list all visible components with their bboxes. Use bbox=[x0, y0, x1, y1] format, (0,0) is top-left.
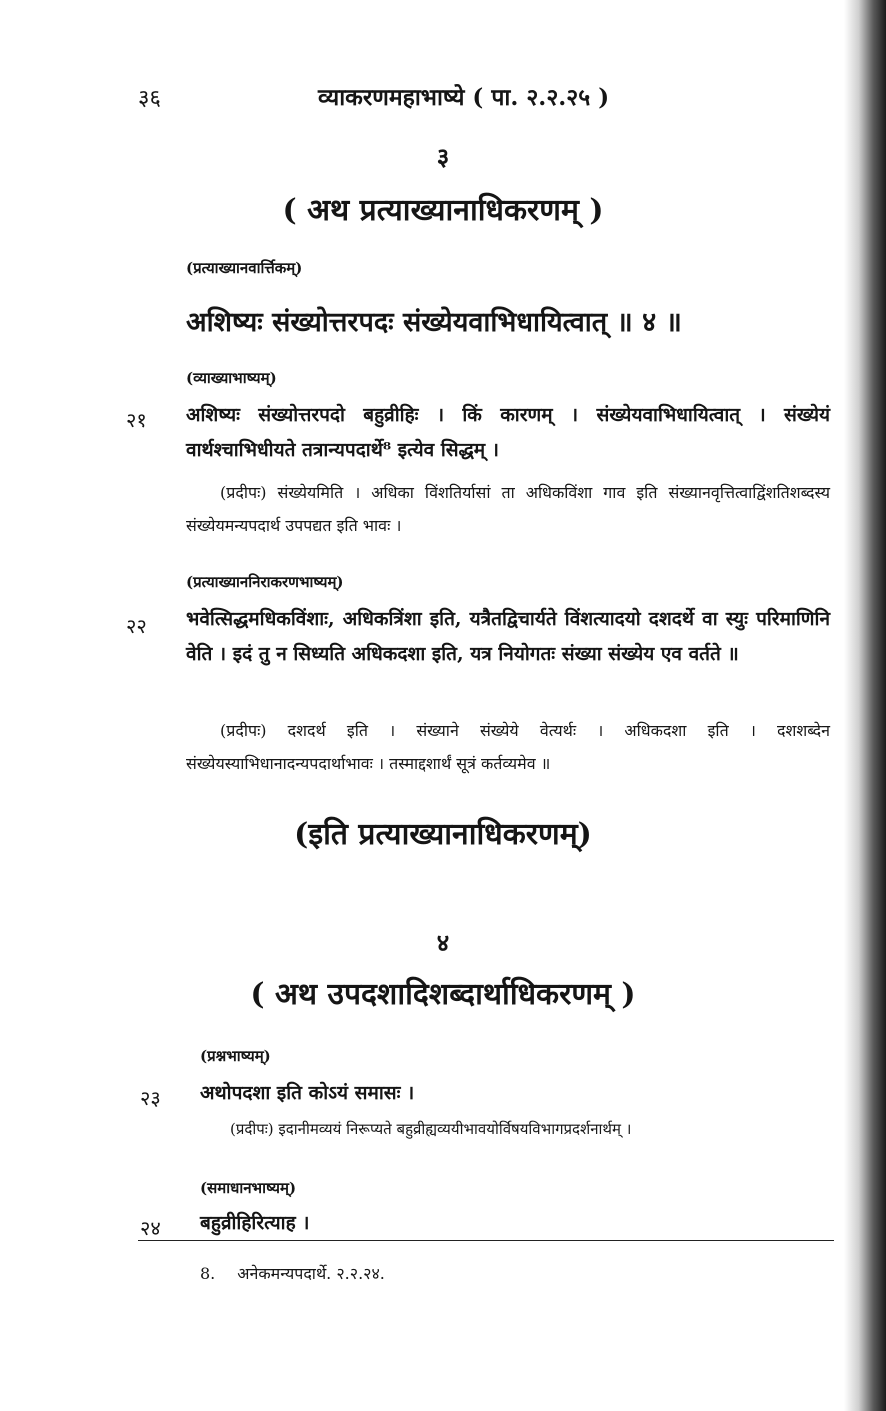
label-samadhana: (समाधानभाष्यम्) bbox=[200, 1179, 297, 1197]
paragraph-number: २३ bbox=[140, 1086, 161, 1110]
pradipa-22: (प्रदीपः) दशदर्थ इति । संख्याने संख्येये वेत्यर्थः । अधिकदशा इति । दशशब्देन संख्येयस्याभिधानादन्यपदार्थाभावः । तस्माद्दशार्थं सूत्रं कर्तव्यमेव ॥ bbox=[186, 721, 830, 773]
label-vyakhya: (व्याख्याभाष्यम्) bbox=[186, 369, 277, 387]
paragraph-23-text: अथोपदशा इति कोऽयं समासः । bbox=[200, 1082, 415, 1104]
pradipa-21: (प्रदीपः) संख्येयमिति । अधिका विंशतिर्यासां ता अधिकविंशा गाव इति संख्यानवृत्तित्वाद्विंशतिशब्दस्य संख्येयमन्यपदार्थ उपपद्यत इति भावः । bbox=[186, 483, 830, 535]
vartika-sutra: अशिष्यः संख्योत्तरपदः संख्येयवाभिधायित्वात् ॥ ४ ॥ bbox=[186, 307, 682, 338]
pradipa-23: (प्रदीपः) इदानीमव्ययं निरूप्यते बहुव्रीह्यव्ययीभावयोर्विषयविभागप्रदर्शनार्थम् । bbox=[230, 1120, 632, 1138]
page-number: ३६ bbox=[138, 86, 161, 111]
label-nirakarana: (प्रत्याख्याननिराकरणभाष्यम्) bbox=[186, 573, 344, 591]
paragraph-24-text: बहुव्रीहिरित्याह । bbox=[200, 1212, 310, 1234]
footnote-mark: 8. bbox=[200, 1264, 216, 1283]
label-prashna: (प्रश्नभाष्यम्) bbox=[200, 1047, 271, 1065]
paragraph-number: २२ bbox=[126, 614, 147, 638]
paragraph-number: २४ bbox=[140, 1216, 161, 1240]
section-title: ( अथ उपदशादिशब्दार्थाधिकरणम् ) bbox=[250, 977, 636, 1012]
section-title: ( अथ प्रत्याख्यानाधिकरणम् ) bbox=[282, 193, 604, 228]
footnote-rule bbox=[138, 1240, 834, 1241]
footnote-text: अनेकमन्यपदार्थे. २.२.२४. bbox=[237, 1264, 385, 1283]
paragraph-22-text: भवेत्सिद्धमधिकविंशाः, अधिकत्रिंशा इति, यत्रैतद्विचार्यते विंशत्यादयो दशदर्थे वा स्युः परिमाणिनि वेति । इदं तु न सिध्यति अधिकदशा इति, यत्र नियोगतः संख्या संख्येय एव वर्तते ॥ bbox=[186, 608, 830, 665]
label-vartika: (प्रत्याख्यानवार्त्तिकम्) bbox=[186, 259, 303, 277]
section-number: ४ bbox=[436, 928, 450, 957]
footnote bbox=[200, 1262, 385, 1284]
section-number: ३ bbox=[436, 142, 450, 171]
running-head: व्याकरणमहाभाष्ये ( पा. २.२.२५ ) bbox=[318, 84, 610, 111]
section-closing: (इति प्रत्याख्यानाधिकरणम्) bbox=[294, 817, 592, 852]
paragraph-21-text: अशिष्यः संख्योत्तरपदो बहुव्रीहिः । किं कारणम् । संख्येयवाभिधायित्वात् । संख्येयं वार्थश्चाभिधीयते तत्रान्यपदार्थे⁸ इत्येव सिद्धम् । bbox=[186, 404, 830, 461]
paragraph-number: २१ bbox=[126, 408, 147, 432]
